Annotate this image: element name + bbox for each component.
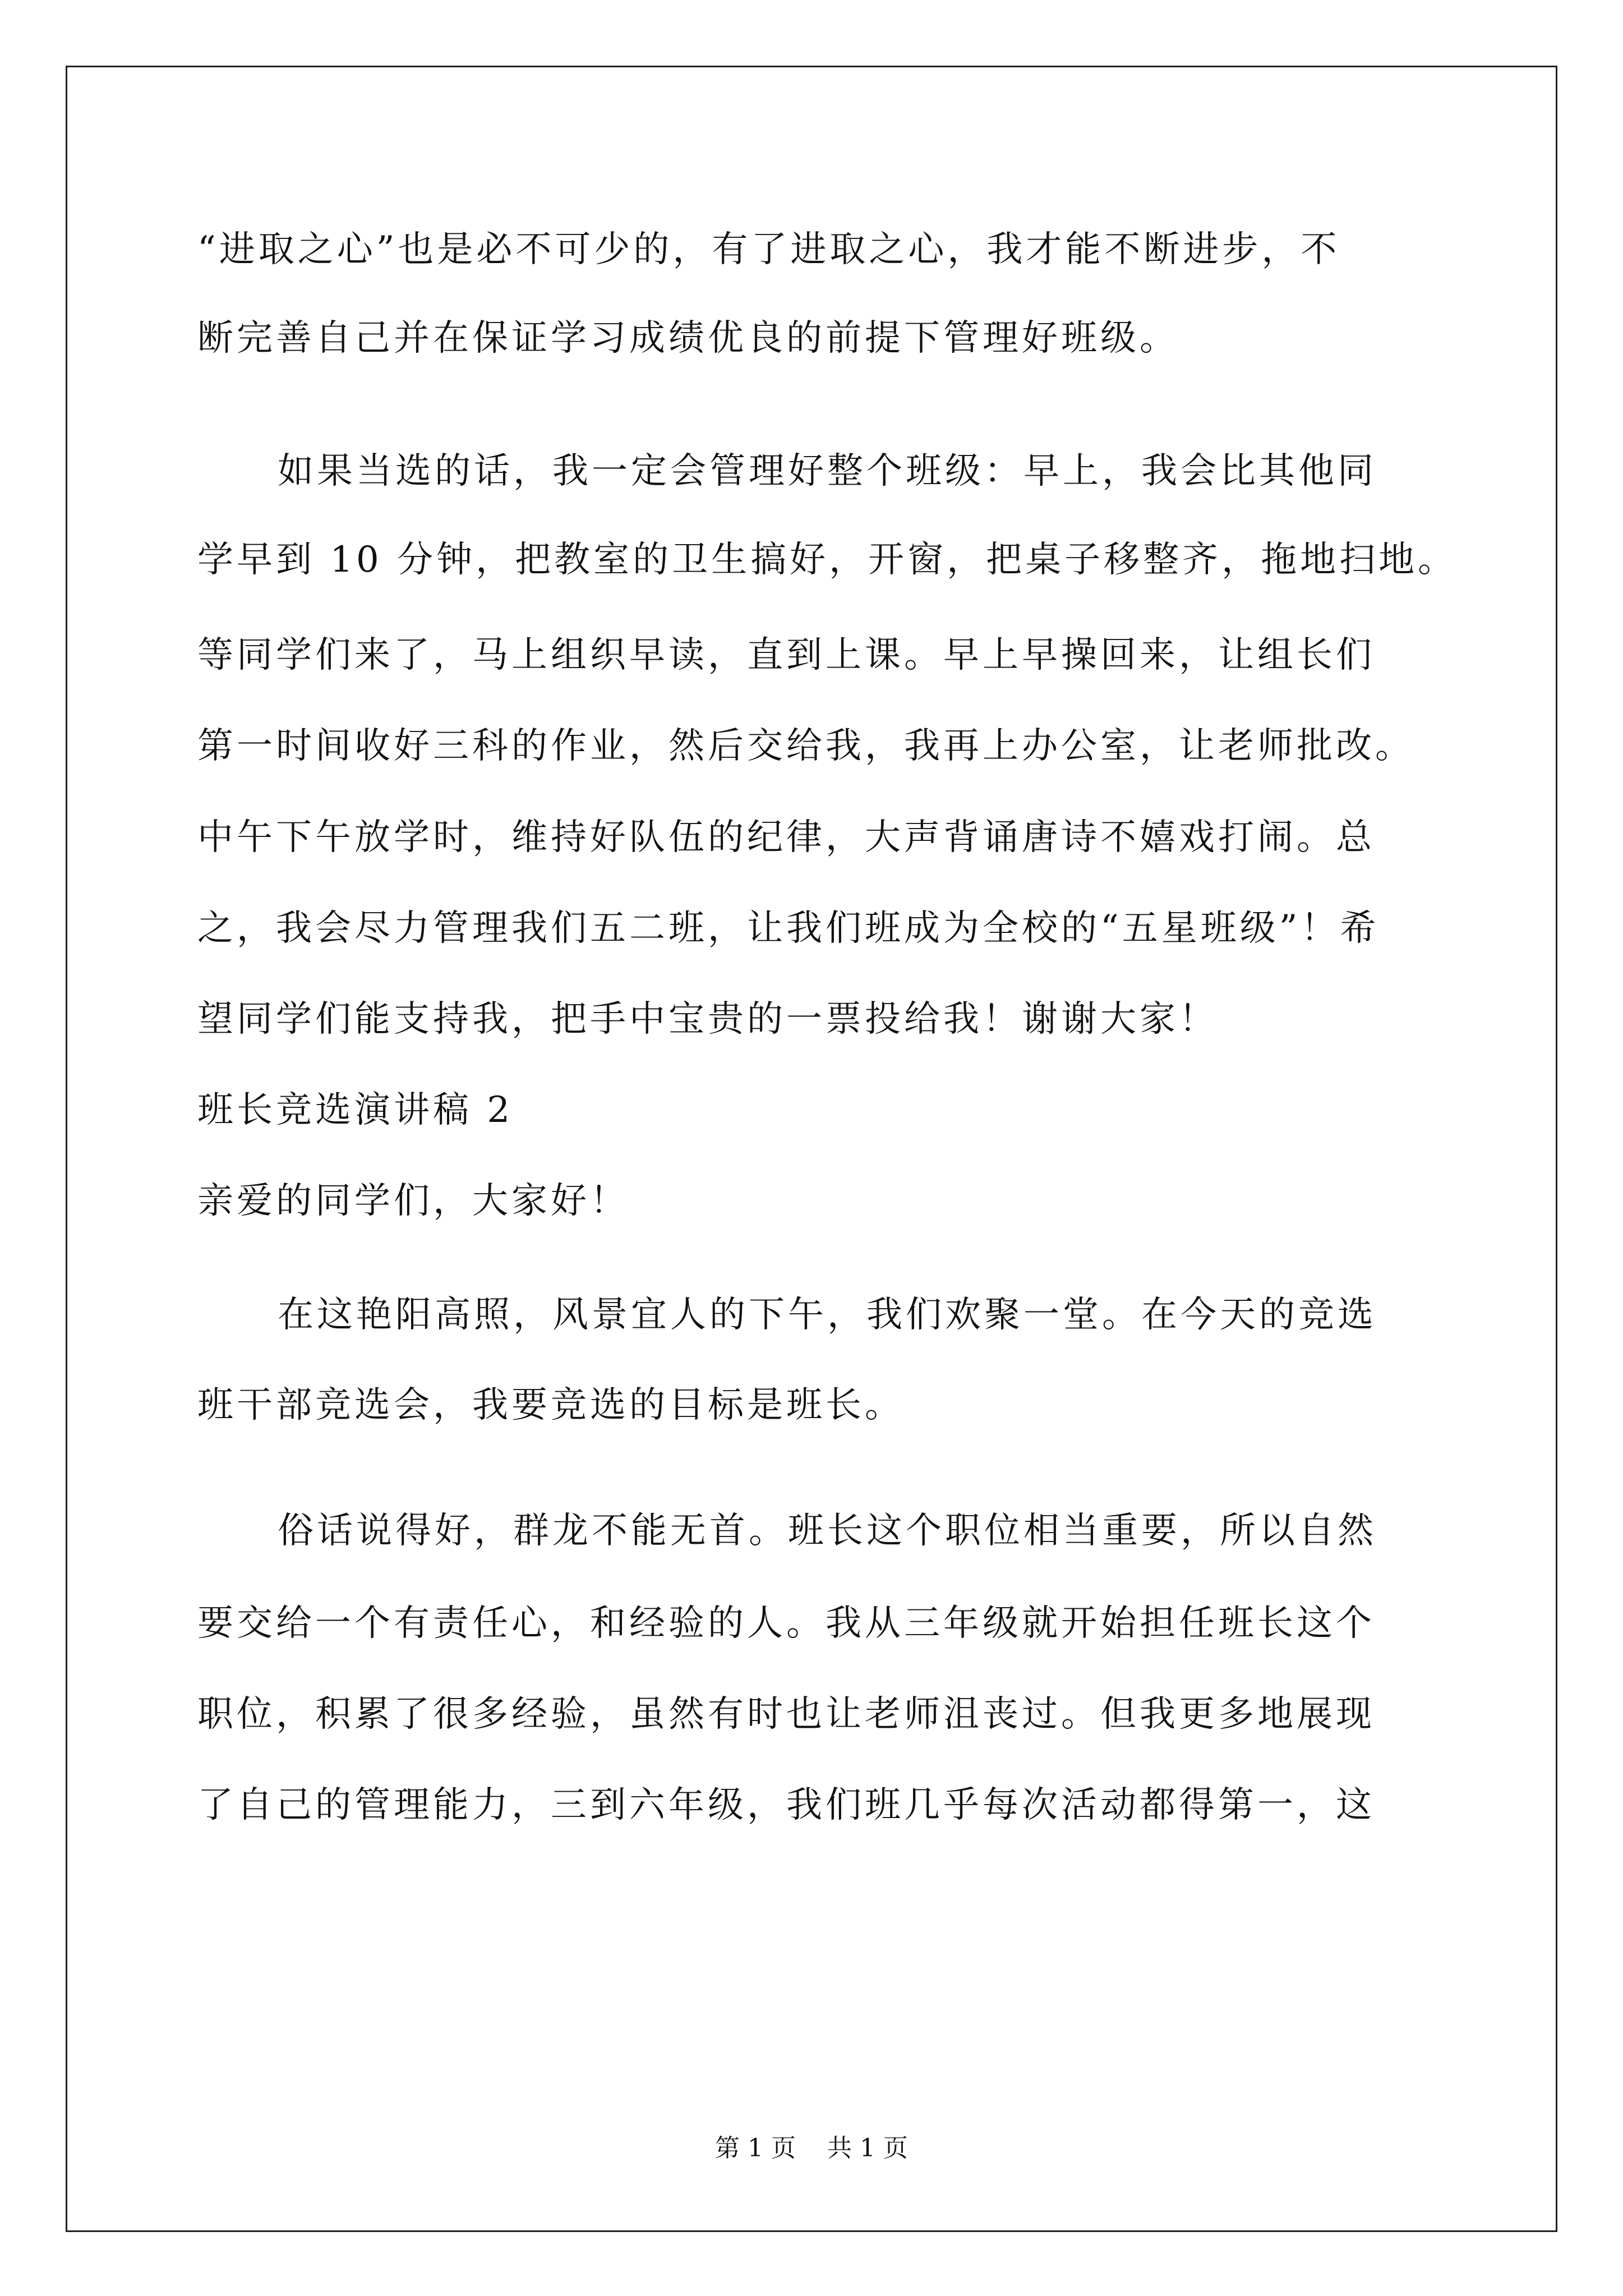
page-number-footer: 第 1 页 共 1 页 bbox=[715, 2134, 908, 2162]
paragraph-first-line: 如果当选的话，我一定会管理好整个班级：早上，我会比其他同 bbox=[278, 450, 1377, 492]
body-line: 了自己的管理能力，三到六年级，我们班几乎每次活动都得第一，这 bbox=[197, 1784, 1375, 1826]
body-line: “进取之心”也是必不可少的，有了进取之心，我才能不断进步，不 bbox=[197, 229, 1340, 270]
greeting-line: 亲爱的同学们，大家好！ bbox=[197, 1180, 629, 1222]
body-line: 学早到 10 分钟，把教室的卫生搞好，开窗，把桌子移整齐，拖地扫地。 bbox=[197, 539, 1458, 581]
body-line: 等同学们来了，马上组织早读，直到上课。早上早操回来，让组长们 bbox=[197, 634, 1375, 676]
body-line: 要交给一个有责任心，和经验的人。我从三年级就开始担任班长这个 bbox=[197, 1603, 1375, 1644]
body-line: 断完善自己并在保证学习成绩优良的前提下管理好班级。 bbox=[197, 318, 1179, 359]
paragraph-first-line: 在这艳阳高照，风景宜人的下午，我们欢聚一堂。在今天的竞选 bbox=[278, 1294, 1377, 1336]
body-line: 之，我会尽力管理我们五二班，让我们班成为全校的“五星班级”！希 bbox=[197, 908, 1380, 949]
body-line: 职位，积累了很多经验，虽然有时也让老师沮丧过。但我更多地展现 bbox=[197, 1694, 1375, 1735]
paragraph-first-line: 俗话说得好，群龙不能无首。班长这个职位相当重要，所以自然 bbox=[278, 1510, 1377, 1552]
body-line: 班干部竞选会，我要竞选的目标是班长。 bbox=[197, 1384, 904, 1426]
section-title: 班长竞选演讲稿 2 bbox=[197, 1089, 514, 1131]
page-border bbox=[66, 66, 1557, 2232]
body-line: 望同学们能支持我，把手中宝贵的一票投给我！谢谢大家！ bbox=[197, 999, 1218, 1040]
body-line: 中午下午放学时，维持好队伍的纪律，大声背诵唐诗不嬉戏打闹。总 bbox=[197, 817, 1375, 858]
body-line: 第一时间收好三科的作业，然后交给我，我再上办公室，让老师批改。 bbox=[197, 725, 1414, 767]
